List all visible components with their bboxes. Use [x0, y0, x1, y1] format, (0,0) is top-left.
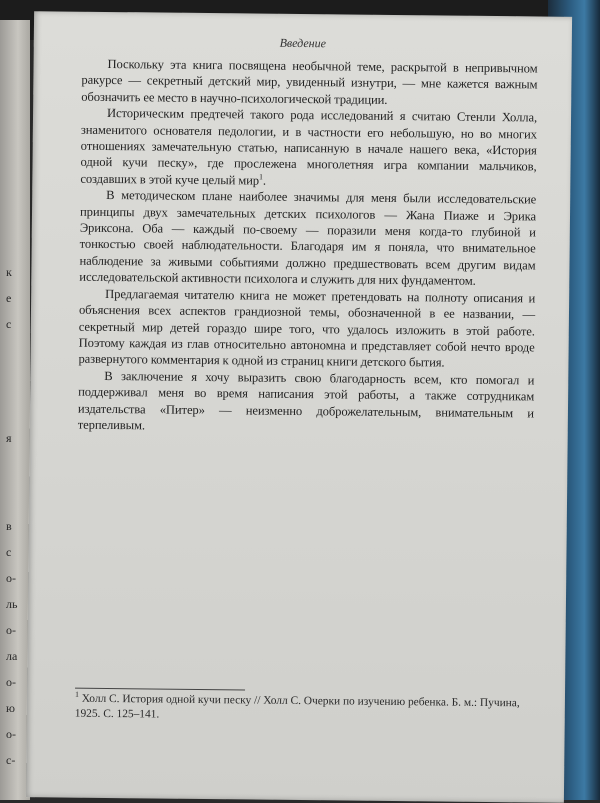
left-page-fragment: я: [6, 431, 12, 445]
left-page-fragment: о-: [6, 727, 16, 741]
left-page-fragment: о-: [6, 623, 16, 637]
left-page-fragment: е: [6, 291, 12, 305]
left-page-fragment: с-: [6, 753, 16, 767]
footnote-text: Холл С. История одной кучи песку // Холл С. Очерки по изучению ребенка. Б. м.: Пучина, 1925. С. 125–141.: [74, 692, 520, 721]
body-text: [78, 56, 538, 438]
left-page-fragment: с: [6, 545, 12, 559]
left-page-fragment: к: [6, 265, 12, 279]
left-page-fragment: ль: [6, 597, 18, 611]
paragraph-end: .: [262, 173, 267, 188]
footnote: [74, 689, 531, 727]
left-page-fragment: о-: [6, 675, 16, 689]
left-page-edge: [0, 20, 30, 800]
footnote-number: 1: [74, 689, 80, 699]
left-page-fragment: ла: [6, 649, 18, 663]
book-page: [26, 11, 572, 803]
paragraph: Предлагаемая читателю книга не может претендовать на полноту описания и объяснения всех аспектов грандиозной темы, обозначенной в ее названии, — секретный мир детей гораздо шире того, что удалось изложить в этой работе. Поэтому каждая из глав относительно автономна и представляет собой нечто вроде развернутого комментария к одной из страниц книги детского бытия.: [78, 286, 536, 370]
paragraph: Поскольку эта книга посвящена необычной теме, раскрытой в непривычном ракурсе — секретный детский мир, увиденный изнутри, — мне кажется важным обозначить ее место в научно-психологической традиции.: [81, 56, 538, 107]
left-page-fragment: в: [6, 519, 12, 533]
footnote-marker: 1: [259, 172, 264, 182]
paragraph-text: Историческим предтечей такого рода исследований я считаю Стенли Холла, знаменитого основателя педологии, и в частности его небольшую, но во многих отношениях замечательную статью, написанную в начале нашего века, «История одной кучи песку», где прослежена многолетняя игра компании мальчиков, создавших в этой куче целый мир: [80, 106, 538, 188]
left-page-fragment: с: [6, 317, 12, 331]
left-page-fragment: ю: [6, 701, 15, 715]
footnote-rule: [75, 688, 245, 691]
paragraph: В методическом плане наиболее значимы для меня были исследовательские принципы двух замечательных детских психологов — Жана Пиаже и Эрика Эриксона. Оба — каждый по-своему — поразили меня когда-то глубиной и тонкостью своей наблюдательности. Благодаря им я поняла, что внимательное наблюдение за живыми событиями должно предшествовать всем другим видам исследовательской активности психолога и служить для них фундаментом.: [79, 188, 537, 289]
running-head: Введение: [279, 35, 327, 51]
paragraph: [80, 105, 537, 192]
left-page-fragment: о-: [6, 571, 16, 585]
paragraph: В заключение я хочу выразить свою благодарность всем, кто помогал и поддерживал меня во время написания этой работы, а также сотрудникам издательства «Питер» — неизменно доброжелательным, внимательным и терпеливым.: [77, 368, 535, 433]
